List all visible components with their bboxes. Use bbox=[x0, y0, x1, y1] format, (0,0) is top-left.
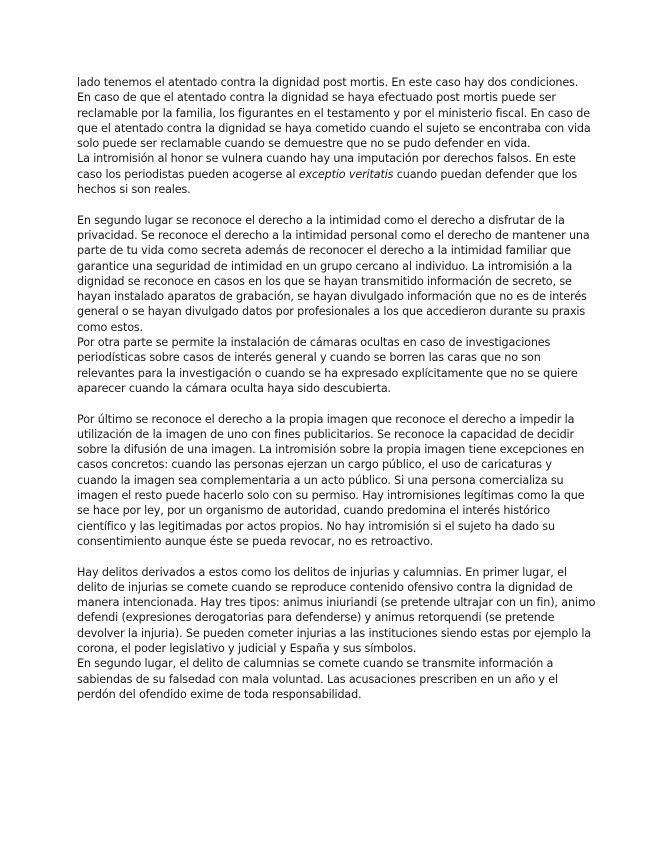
text-fragment: cuando puedan defender que los bbox=[393, 167, 578, 181]
document-page bbox=[77, 75, 596, 717]
text-line: lado tenemos el atentado contra la dignidad post mortis. En este caso hay dos condiciones. bbox=[77, 76, 579, 89]
paragraph-intimidad bbox=[77, 213, 590, 397]
text-line: cuando la imagen sea complementaria a un acto público. Si una persona comercializa su bbox=[77, 473, 564, 487]
text-line: consentimiento aunque éste se pueda revocar, no es retroactivo. bbox=[77, 534, 434, 548]
text-line: parte de tu vida como secreta además de reconocer el derecho a la intimidad familiar que bbox=[77, 244, 571, 258]
text-line: defendi (expresiones derogatorias para defenderse) y animus retorquendi (se pretende bbox=[77, 611, 555, 625]
text-line: general o se hayan divulgado datos por profesionales a los que accedieron durante su praxis bbox=[77, 305, 586, 319]
paragraph-delitos bbox=[77, 565, 596, 703]
italic-term: exceptio veritatis bbox=[298, 167, 394, 181]
text-line: hayan instalado aparatos de grabación, se hayan divulgado información que no es de interés bbox=[77, 290, 587, 304]
text-line: En segundo lugar, el delito de calumnias se comete cuando se transmite información a bbox=[77, 657, 554, 671]
text-line: como estos. bbox=[77, 320, 143, 334]
text-line: dignidad se reconoce en casos en los que se hayan transmitido información de secreto, se bbox=[77, 274, 572, 288]
text-line: perdón del ofendido exime de toda responsabilidad. bbox=[77, 687, 362, 701]
text-line: garantice una seguridad de intimidad en un grupo cercano al individuo. La intromisión a la bbox=[77, 259, 573, 273]
text-line: sobre la difusión de una imagen. La intromisión sobre la propia imagen tiene excepciones en bbox=[77, 443, 585, 457]
text-line: reclamable por la familia, los figurantes en el testamento y por el ministerio fiscal. En caso de bbox=[77, 106, 590, 120]
text-line: utilización de la imagen de uno con fines publicitarios. Se reconoce la capacidad de decidir bbox=[77, 427, 574, 441]
text-fragment: caso los periodistas pueden acogerse al bbox=[77, 167, 299, 181]
paragraph-honor bbox=[77, 75, 591, 197]
text-line: científico y las legitimadas por actos propios. No hay intromisión si el sujeto ha dado su bbox=[77, 519, 555, 533]
text-line: privacidad. Se reconoce el derecho a la intimidad personal como el derecho de mantener una bbox=[77, 228, 590, 242]
text-line: hechos si son reales. bbox=[77, 183, 191, 197]
text-line: aparecer cuando la cámara oculta haya sido descubierta. bbox=[77, 381, 391, 395]
text-line: se hace por ley, por un organismo de autoridad, cuando predomina el interés histórico bbox=[77, 504, 550, 518]
text-line: En segundo lugar se reconoce el derecho a la intimidad como el derecho a disfrutar de la bbox=[77, 213, 565, 227]
text-line: En caso de que el atentado contra la dignidad se haya efectuado post mortis puede ser bbox=[77, 91, 556, 105]
text-line: La intromisión al honor se vulnera cuando hay una imputación por derechos falsos. En este bbox=[77, 152, 576, 166]
text-line: Hay delitos derivados a estos como los delitos de injurias y calumnias. En primer lugar, el bbox=[77, 565, 567, 579]
text-line: devolver la injuria). Se pueden cometer injurias a las instituciones siendo estas por ejemplo la bbox=[77, 626, 591, 640]
text-line: casos concretos: cuando las personas ejerzan un cargo público, el uso de caricaturas y bbox=[77, 458, 552, 472]
text-line: Por último se reconoce el derecho a la propia imagen que reconoce el derecho a impedir la bbox=[77, 412, 575, 426]
text-line: sabiendas de su falsedad con mala voluntad. Las acusaciones prescriben en un año y el bbox=[77, 672, 558, 686]
text-line: periodísticas sobre casos de interés general y cuando se borren las caras que no son bbox=[77, 351, 541, 365]
text-line: relevantes para la investigación o cuando se ha expresado explícitamente que no se quiere bbox=[77, 366, 578, 380]
text-line: corona, el poder legislativo y judicial y España y sus símbolos. bbox=[77, 641, 417, 655]
text-line: Por otra parte se permite la instalación de cámaras ocultas en caso de investigaciones bbox=[77, 336, 551, 350]
paragraph-propia-imagen bbox=[77, 412, 585, 550]
text-line: manera intencionada. Hay tres tipos: animus iniuriandi (se pretende ultrajar con un fin), animo bbox=[77, 596, 596, 610]
text-line: imagen el resto puede hacerlo solo con su permiso. Hay intromisiones legítimas como la que bbox=[77, 489, 585, 503]
text-line: que el atentado contra la dignidad se haya cometido cuando el sujeto se encontraba con vida bbox=[77, 121, 591, 135]
text-line: solo puede ser reclamable cuando se demuestre que no se pudo defender en vida. bbox=[77, 137, 531, 151]
text-line: delito de injurias se comete cuando se reproduce contenido ofensivo contra la dignidad de bbox=[77, 580, 573, 594]
text-line-with-italic bbox=[77, 167, 577, 182]
